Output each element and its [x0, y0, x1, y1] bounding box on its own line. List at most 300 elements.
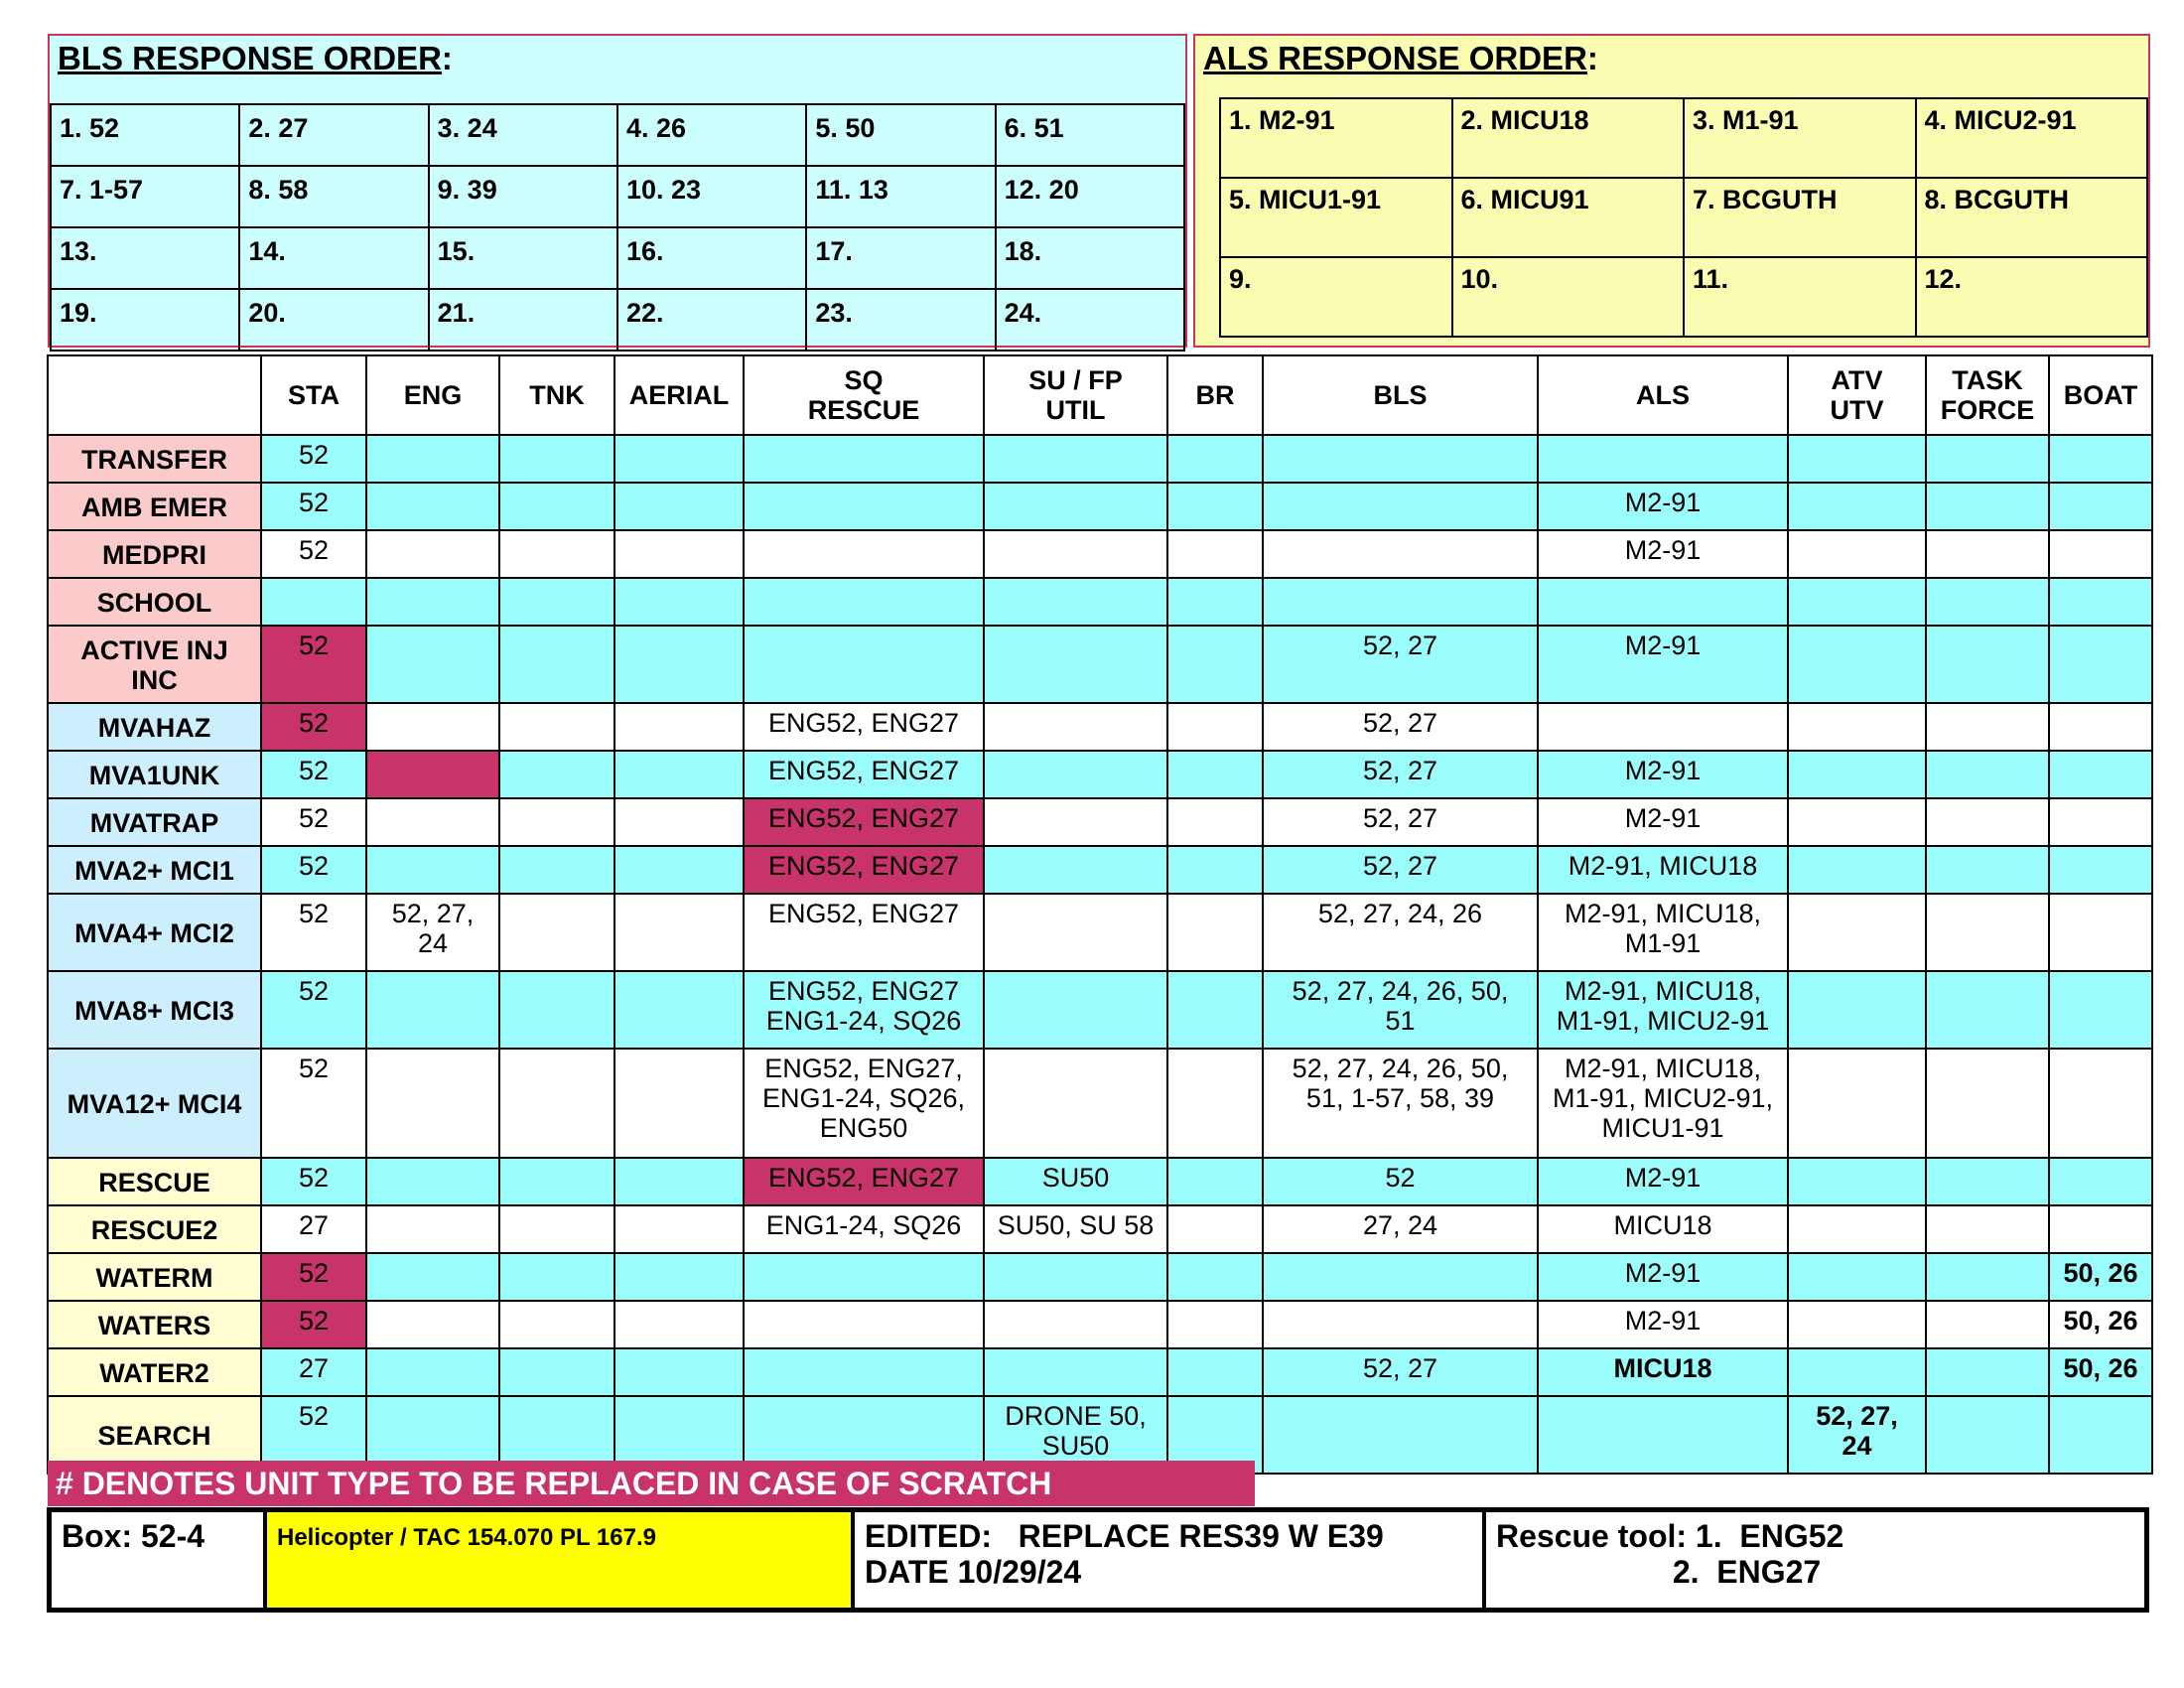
table-cell — [2049, 435, 2152, 483]
table-cell — [1538, 1396, 1788, 1474]
table-cell — [1167, 483, 1263, 530]
column-header-row — [48, 355, 2152, 435]
table-cell — [1926, 435, 2049, 483]
table-cell — [1926, 971, 2049, 1049]
table-cell: ENG52, ENG27 — [744, 1158, 984, 1205]
table-cell — [1788, 751, 1926, 798]
table-cell: 52, 27 — [1263, 798, 1538, 846]
table-cell: M2-91 — [1538, 626, 1788, 703]
table-cell: SU50, SU 58 — [984, 1205, 1167, 1253]
table-cell: 52 — [261, 703, 366, 751]
table-cell — [744, 530, 984, 578]
table-cell: 52 — [261, 435, 366, 483]
table-row — [48, 530, 2152, 578]
table-cell: M2-91 — [1538, 1253, 1788, 1301]
table-cell — [1926, 703, 2049, 751]
table-cell: ENG52, ENG27 — [744, 846, 984, 894]
table-row — [48, 1301, 2152, 1348]
table-cell — [366, 971, 499, 1049]
column-header-sq-rescue: SQ RESCUE — [744, 355, 984, 435]
table-cell — [366, 435, 499, 483]
table-cell — [744, 1253, 984, 1301]
als-order-cell: 10. — [1452, 257, 1685, 337]
bls-order-cell: 3. 24 — [429, 104, 617, 166]
table-row — [48, 703, 2152, 751]
table-cell: M2-91 — [1538, 798, 1788, 846]
table-row — [48, 1205, 2152, 1253]
table-row — [48, 798, 2152, 846]
table-cell — [1263, 530, 1538, 578]
table-cell — [614, 578, 744, 626]
table-cell — [984, 798, 1167, 846]
als-order-cell: 11. — [1684, 257, 1916, 337]
table-cell: ENG52, ENG27 — [744, 703, 984, 751]
table-cell: M2-91 — [1538, 1158, 1788, 1205]
table-cell — [744, 1301, 984, 1348]
table-row — [48, 1049, 2152, 1158]
table-cell — [984, 626, 1167, 703]
column-header-sta: STA — [261, 355, 366, 435]
table-cell — [984, 846, 1167, 894]
table-cell — [1167, 1253, 1263, 1301]
table-cell: M2-91, MICU18 — [1538, 846, 1788, 894]
table-cell — [1788, 1158, 1926, 1205]
table-cell — [2049, 530, 2152, 578]
table-cell — [1788, 846, 1926, 894]
table-cell — [366, 1049, 499, 1158]
table-cell — [1926, 1049, 2049, 1158]
table-cell — [1167, 435, 1263, 483]
bls-order-cell: 24. — [996, 289, 1184, 351]
table-cell — [366, 846, 499, 894]
table-cell — [984, 971, 1167, 1049]
table-cell — [614, 1348, 744, 1396]
table-cell — [1926, 1348, 2049, 1396]
table-cell: 50, 26 — [2049, 1348, 2152, 1396]
table-cell — [1926, 1253, 2049, 1301]
table-cell — [2049, 894, 2152, 971]
table-cell: 52 — [261, 483, 366, 530]
table-cell: DRONE 50, SU50 — [984, 1396, 1167, 1474]
table-cell — [366, 703, 499, 751]
row-label: MVAHAZ — [48, 703, 261, 751]
table-cell — [1926, 1158, 2049, 1205]
table-cell: M2-91, MICU18, M1-91, MICU2-91 — [1538, 971, 1788, 1049]
table-cell — [1167, 1348, 1263, 1396]
table-row — [48, 1348, 2152, 1396]
table-cell — [1788, 894, 1926, 971]
table-cell — [1788, 1301, 1926, 1348]
row-label: MVA12+ MCI4 — [48, 1049, 261, 1158]
table-cell: 52, 27, 24, 26, 50, 51, 1-57, 58, 39 — [1263, 1049, 1538, 1158]
table-cell — [1538, 703, 1788, 751]
table-cell — [1167, 1049, 1263, 1158]
table-cell — [1263, 435, 1538, 483]
table-cell — [366, 1253, 499, 1301]
row-label: WATER2 — [48, 1348, 261, 1396]
row-label: MEDPRI — [48, 530, 261, 578]
footer-info-bar — [47, 1507, 2149, 1613]
table-cell — [984, 703, 1167, 751]
row-label: SCHOOL — [48, 578, 261, 626]
bls-order-cell: 6. 51 — [996, 104, 1184, 166]
table-cell — [1926, 1301, 2049, 1348]
table-cell — [1926, 483, 2049, 530]
als-order-cell: 9. — [1220, 257, 1452, 337]
table-cell — [1167, 751, 1263, 798]
bls-order-cell: 13. — [51, 227, 239, 289]
table-cell: 52, 27, 24 — [366, 894, 499, 971]
table-cell — [1788, 530, 1926, 578]
table-cell — [1788, 435, 1926, 483]
bls-response-order-panel — [48, 34, 1187, 348]
column-header-task-force: TASK FORCE — [1926, 355, 2049, 435]
column-header-tnk: TNK — [499, 355, 614, 435]
table-cell — [614, 435, 744, 483]
table-cell — [499, 1348, 614, 1396]
als-order-cell: 7. BCGUTH — [1684, 178, 1916, 257]
bls-order-cell: 21. — [429, 289, 617, 351]
bls-order-row — [51, 104, 1184, 166]
table-cell — [744, 1348, 984, 1396]
table-cell — [2049, 578, 2152, 626]
table-row — [48, 578, 2152, 626]
table-cell — [499, 1205, 614, 1253]
table-row — [48, 894, 2152, 971]
table-cell — [499, 703, 614, 751]
table-cell — [366, 578, 499, 626]
table-cell — [261, 578, 366, 626]
table-cell — [2049, 846, 2152, 894]
bls-order-row — [51, 227, 1184, 289]
table-row — [48, 1158, 2152, 1205]
als-order-cell: 2. MICU18 — [1452, 98, 1685, 178]
table-cell — [614, 703, 744, 751]
table-cell: 27, 24 — [1263, 1205, 1538, 1253]
table-cell — [744, 626, 984, 703]
table-cell: MICU18 — [1538, 1348, 1788, 1396]
bls-order-cell: 1. 52 — [51, 104, 239, 166]
row-label: ACTIVE INJ INC — [48, 626, 261, 703]
table-cell — [1788, 971, 1926, 1049]
response-matrix-table — [47, 354, 2153, 1475]
rescue-tool-info: Rescue tool: 1. ENG52 2. ENG27 — [1496, 1518, 1844, 1590]
column-header-als: ALS — [1538, 355, 1788, 435]
als-order-row — [1220, 257, 2147, 337]
table-cell — [499, 894, 614, 971]
bls-order-cell: 22. — [617, 289, 806, 351]
table-cell: 52 — [261, 1158, 366, 1205]
bls-order-row — [51, 166, 1184, 227]
bls-order-cell: 19. — [51, 289, 239, 351]
bls-order-cell: 7. 1-57 — [51, 166, 239, 227]
table-cell — [499, 435, 614, 483]
table-cell — [1263, 483, 1538, 530]
row-label: MVA1UNK — [48, 751, 261, 798]
column-header-br: BR — [1167, 355, 1263, 435]
table-cell — [499, 1049, 614, 1158]
table-cell — [499, 530, 614, 578]
table-cell: 52, 27 — [1263, 626, 1538, 703]
table-cell — [614, 1253, 744, 1301]
table-cell — [744, 435, 984, 483]
table-cell — [499, 626, 614, 703]
table-cell — [366, 1348, 499, 1396]
bls-order-cell: 9. 39 — [429, 166, 617, 227]
table-cell — [1538, 578, 1788, 626]
table-cell: M2-91, MICU18, M1-91, MICU2-91, MICU1-91 — [1538, 1049, 1788, 1158]
table-cell — [1926, 578, 2049, 626]
table-cell: M2-91 — [1538, 751, 1788, 798]
table-cell: SU50 — [984, 1158, 1167, 1205]
table-row — [48, 483, 2152, 530]
table-cell — [1167, 894, 1263, 971]
table-cell — [2049, 751, 2152, 798]
table-cell: 52 — [261, 798, 366, 846]
table-cell: ENG52, ENG27 — [744, 894, 984, 971]
table-row — [48, 846, 2152, 894]
table-cell — [1926, 894, 2049, 971]
row-label: WATERS — [48, 1301, 261, 1348]
column-header-blank — [48, 355, 261, 435]
column-header-atv-utv: ATV UTV — [1788, 355, 1926, 435]
table-cell — [366, 626, 499, 703]
table-cell — [1263, 1301, 1538, 1348]
helicopter-tac-info: Helicopter / TAC 154.070 PL 167.9 — [267, 1512, 855, 1608]
als-response-order-panel — [1193, 34, 2150, 348]
bls-order-cell: 23. — [806, 289, 995, 351]
table-cell — [2049, 971, 2152, 1049]
table-cell — [614, 846, 744, 894]
table-cell: 50, 26 — [2049, 1253, 2152, 1301]
table-cell — [1538, 435, 1788, 483]
als-order-cell: 3. M1-91 — [1684, 98, 1916, 178]
bls-order-cell: 14. — [239, 227, 428, 289]
als-order-cell: 12. — [1916, 257, 2148, 337]
table-cell — [984, 751, 1167, 798]
table-cell — [2049, 798, 2152, 846]
table-cell — [1167, 798, 1263, 846]
als-order-cell: 1. M2-91 — [1220, 98, 1452, 178]
table-cell: 52, 27, 24, 26 — [1263, 894, 1538, 971]
table-cell — [1926, 751, 2049, 798]
table-cell — [2049, 1396, 2152, 1474]
table-cell: 52, 27 — [1263, 1348, 1538, 1396]
table-cell: 52 — [261, 846, 366, 894]
bls-order-cell: 10. 23 — [617, 166, 806, 227]
table-cell — [1788, 1049, 1926, 1158]
table-row — [48, 1253, 2152, 1301]
row-label: TRANSFER — [48, 435, 261, 483]
table-cell — [984, 530, 1167, 578]
row-label: RESCUE2 — [48, 1205, 261, 1253]
bls-order-cell: 8. 58 — [239, 166, 428, 227]
table-cell: 52 — [261, 971, 366, 1049]
table-cell — [744, 578, 984, 626]
bls-order-cell: 11. 13 — [806, 166, 995, 227]
table-cell: 52 — [261, 751, 366, 798]
table-cell — [614, 483, 744, 530]
table-cell — [1788, 703, 1926, 751]
column-header-bls: BLS — [1263, 355, 1538, 435]
table-cell — [1926, 1205, 2049, 1253]
table-cell — [984, 483, 1167, 530]
column-header-eng: ENG — [366, 355, 499, 435]
table-cell — [614, 1301, 744, 1348]
table-cell — [499, 751, 614, 798]
table-row — [48, 751, 2152, 798]
table-cell — [1167, 578, 1263, 626]
table-cell — [1167, 1301, 1263, 1348]
table-cell: 52 — [261, 894, 366, 971]
als-order-grid — [1219, 97, 2148, 338]
table-cell — [499, 1253, 614, 1301]
table-cell: 52 — [261, 530, 366, 578]
table-cell: 27 — [261, 1205, 366, 1253]
column-header-su-fp-util: SU / FP UTIL — [984, 355, 1167, 435]
table-row — [48, 435, 2152, 483]
table-cell — [1263, 578, 1538, 626]
table-cell: MICU18 — [1538, 1205, 1788, 1253]
table-cell — [499, 971, 614, 1049]
table-cell — [1167, 971, 1263, 1049]
table-cell — [614, 1158, 744, 1205]
table-cell: M2-91 — [1538, 530, 1788, 578]
row-label: AMB EMER — [48, 483, 261, 530]
bls-order-cell: 4. 26 — [617, 104, 806, 166]
table-cell — [614, 751, 744, 798]
table-cell: 52, 27 — [1263, 846, 1538, 894]
row-label: MVA8+ MCI3 — [48, 971, 261, 1049]
table-cell — [366, 1158, 499, 1205]
table-cell — [499, 846, 614, 894]
table-cell — [499, 798, 614, 846]
row-label: MVATRAP — [48, 798, 261, 846]
table-cell: M2-91 — [1538, 483, 1788, 530]
table-cell — [1926, 626, 2049, 703]
table-cell — [1167, 1205, 1263, 1253]
table-cell — [744, 483, 984, 530]
table-cell — [1926, 846, 2049, 894]
table-cell — [1167, 703, 1263, 751]
als-order-cell: 5. MICU1-91 — [1220, 178, 1452, 257]
table-cell — [984, 1301, 1167, 1348]
table-cell: 52 — [261, 1396, 366, 1474]
table-cell — [2049, 483, 2152, 530]
table-cell — [1788, 1205, 1926, 1253]
table-cell — [614, 626, 744, 703]
bls-order-cell: 5. 50 — [806, 104, 995, 166]
table-cell: M2-91 — [1538, 1301, 1788, 1348]
table-cell: ENG52, ENG27 — [744, 751, 984, 798]
bls-order-cell: 12. 20 — [996, 166, 1184, 227]
bls-order-row — [51, 289, 1184, 351]
table-cell — [614, 1049, 744, 1158]
row-label: RESCUE — [48, 1158, 261, 1205]
table-cell — [1788, 1253, 1926, 1301]
table-cell — [1263, 1396, 1538, 1474]
table-cell — [2049, 1205, 2152, 1253]
table-cell — [366, 751, 499, 798]
table-cell: ENG52, ENG27 ENG1-24, SQ26 — [744, 971, 984, 1049]
table-row — [48, 971, 2152, 1049]
row-label: MVA4+ MCI2 — [48, 894, 261, 971]
table-cell — [499, 1158, 614, 1205]
table-cell — [1788, 483, 1926, 530]
row-label: SEARCH — [48, 1396, 261, 1474]
table-cell — [984, 1253, 1167, 1301]
column-header-aerial: AERIAL — [614, 355, 744, 435]
table-cell: 52 — [261, 626, 366, 703]
table-cell — [499, 483, 614, 530]
table-cell — [1926, 530, 2049, 578]
table-cell — [614, 971, 744, 1049]
table-cell: ENG1-24, SQ26 — [744, 1205, 984, 1253]
bls-order-grid — [50, 103, 1185, 352]
table-cell: 52, 27, 24 — [1788, 1396, 1926, 1474]
table-cell — [499, 578, 614, 626]
table-cell — [1167, 626, 1263, 703]
table-row — [48, 626, 2152, 703]
table-cell — [366, 483, 499, 530]
bls-order-cell: 17. — [806, 227, 995, 289]
table-cell — [614, 894, 744, 971]
als-order-cell: 4. MICU2-91 — [1916, 98, 2148, 178]
table-cell — [2049, 1158, 2152, 1205]
table-cell: ENG52, ENG27 — [744, 798, 984, 846]
table-cell — [2049, 1049, 2152, 1158]
table-cell — [1788, 798, 1926, 846]
table-cell — [366, 798, 499, 846]
row-label: WATERM — [48, 1253, 261, 1301]
table-cell — [366, 1205, 499, 1253]
bls-panel-title: BLS RESPONSE ORDER: — [58, 40, 453, 76]
table-cell: 52 — [1263, 1158, 1538, 1205]
bls-order-cell: 20. — [239, 289, 428, 351]
bls-order-cell: 2. 27 — [239, 104, 428, 166]
table-cell — [984, 1049, 1167, 1158]
table-cell — [984, 1348, 1167, 1396]
bls-order-cell: 15. — [429, 227, 617, 289]
table-cell — [1167, 1158, 1263, 1205]
table-cell: 52, 27 — [1263, 703, 1538, 751]
edited-note: EDITED: REPLACE RES39 W E39 DATE 10/29/24 — [855, 1512, 1486, 1608]
table-cell: 52, 27, 24, 26, 50, 51 — [1263, 971, 1538, 1049]
table-cell: M2-91, MICU18, M1-91 — [1538, 894, 1788, 971]
table-cell — [984, 578, 1167, 626]
scratch-notice-banner: # DENOTES UNIT TYPE TO BE REPLACED IN CASE OF SCRATCH — [48, 1461, 1255, 1506]
table-cell — [2049, 703, 2152, 751]
als-order-cell: 6. MICU91 — [1452, 178, 1685, 257]
table-cell: 27 — [261, 1348, 366, 1396]
table-cell: 52 — [261, 1301, 366, 1348]
table-cell — [984, 435, 1167, 483]
table-cell — [614, 530, 744, 578]
als-order-row — [1220, 98, 2147, 178]
table-cell: ENG52, ENG27, ENG1-24, SQ26, ENG50 — [744, 1049, 984, 1158]
table-cell — [499, 1301, 614, 1348]
table-cell — [1788, 578, 1926, 626]
table-cell — [366, 530, 499, 578]
table-cell — [614, 798, 744, 846]
table-cell — [614, 1205, 744, 1253]
row-label: MVA2+ MCI1 — [48, 846, 261, 894]
bls-order-cell: 18. — [996, 227, 1184, 289]
als-panel-title: ALS RESPONSE ORDER: — [1203, 40, 1598, 76]
bls-order-cell: 16. — [617, 227, 806, 289]
table-cell — [1788, 1348, 1926, 1396]
table-cell — [1788, 626, 1926, 703]
